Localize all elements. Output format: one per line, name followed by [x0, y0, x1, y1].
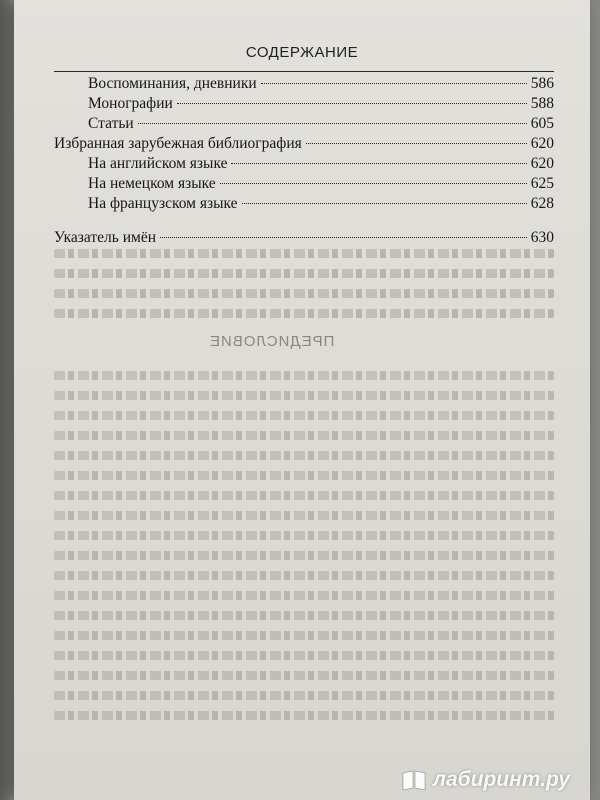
toc-entry-page: 630 [530, 229, 554, 246]
toc-entry [54, 174, 554, 194]
watermark-text: лабиринт.ру [432, 768, 570, 791]
show-through-heading: ПРЕДИСЛОВИЕ [209, 333, 335, 350]
labirint-watermark [401, 768, 570, 792]
toc-leader-dots [138, 123, 527, 124]
toc-leader-dots [242, 203, 527, 204]
toc-entry-page: 625 [530, 175, 554, 192]
toc-entry-title: Статьи [88, 115, 134, 132]
show-through-text-body [54, 360, 554, 780]
toc-entry-page: 586 [530, 75, 554, 92]
toc-entry-title: Указатель имён [54, 229, 156, 246]
labirint-book-icon [401, 769, 427, 791]
toc-entry [54, 194, 554, 214]
toc-entry [54, 134, 554, 154]
toc-leader-dots [220, 183, 527, 184]
header-rule [54, 71, 554, 72]
toc-entry [54, 114, 554, 134]
toc-entry [54, 74, 554, 94]
toc-leader-dots [306, 143, 527, 144]
toc-entry-page: 620 [530, 155, 554, 172]
page-spine-shadow [0, 0, 14, 800]
toc-entry-page: 588 [530, 95, 554, 112]
toc-entry-page: 628 [530, 195, 554, 212]
toc-entry-title: Воспоминания, дневники [88, 75, 257, 92]
show-through-text-top [54, 238, 554, 348]
running-head: СОДЕРЖАНИЕ [245, 44, 359, 61]
toc-entry-title: На французском языке [88, 195, 238, 212]
toc-entry-page: 620 [530, 135, 554, 152]
book-page [14, 0, 590, 800]
toc-leader-dots [231, 163, 526, 164]
table-of-contents [54, 74, 554, 248]
toc-entry-title: На немецком языке [88, 175, 216, 192]
toc-entry-title: Монографии [88, 95, 173, 112]
toc-entry [54, 94, 554, 114]
toc-leader-dots [177, 103, 527, 104]
toc-leader-dots [261, 83, 527, 84]
toc-entry-page: 605 [530, 115, 554, 132]
toc-entry-title: Избранная зарубежная библиография [54, 135, 302, 152]
toc-entry [54, 154, 554, 174]
toc-entry-title: На английском языке [88, 155, 228, 172]
